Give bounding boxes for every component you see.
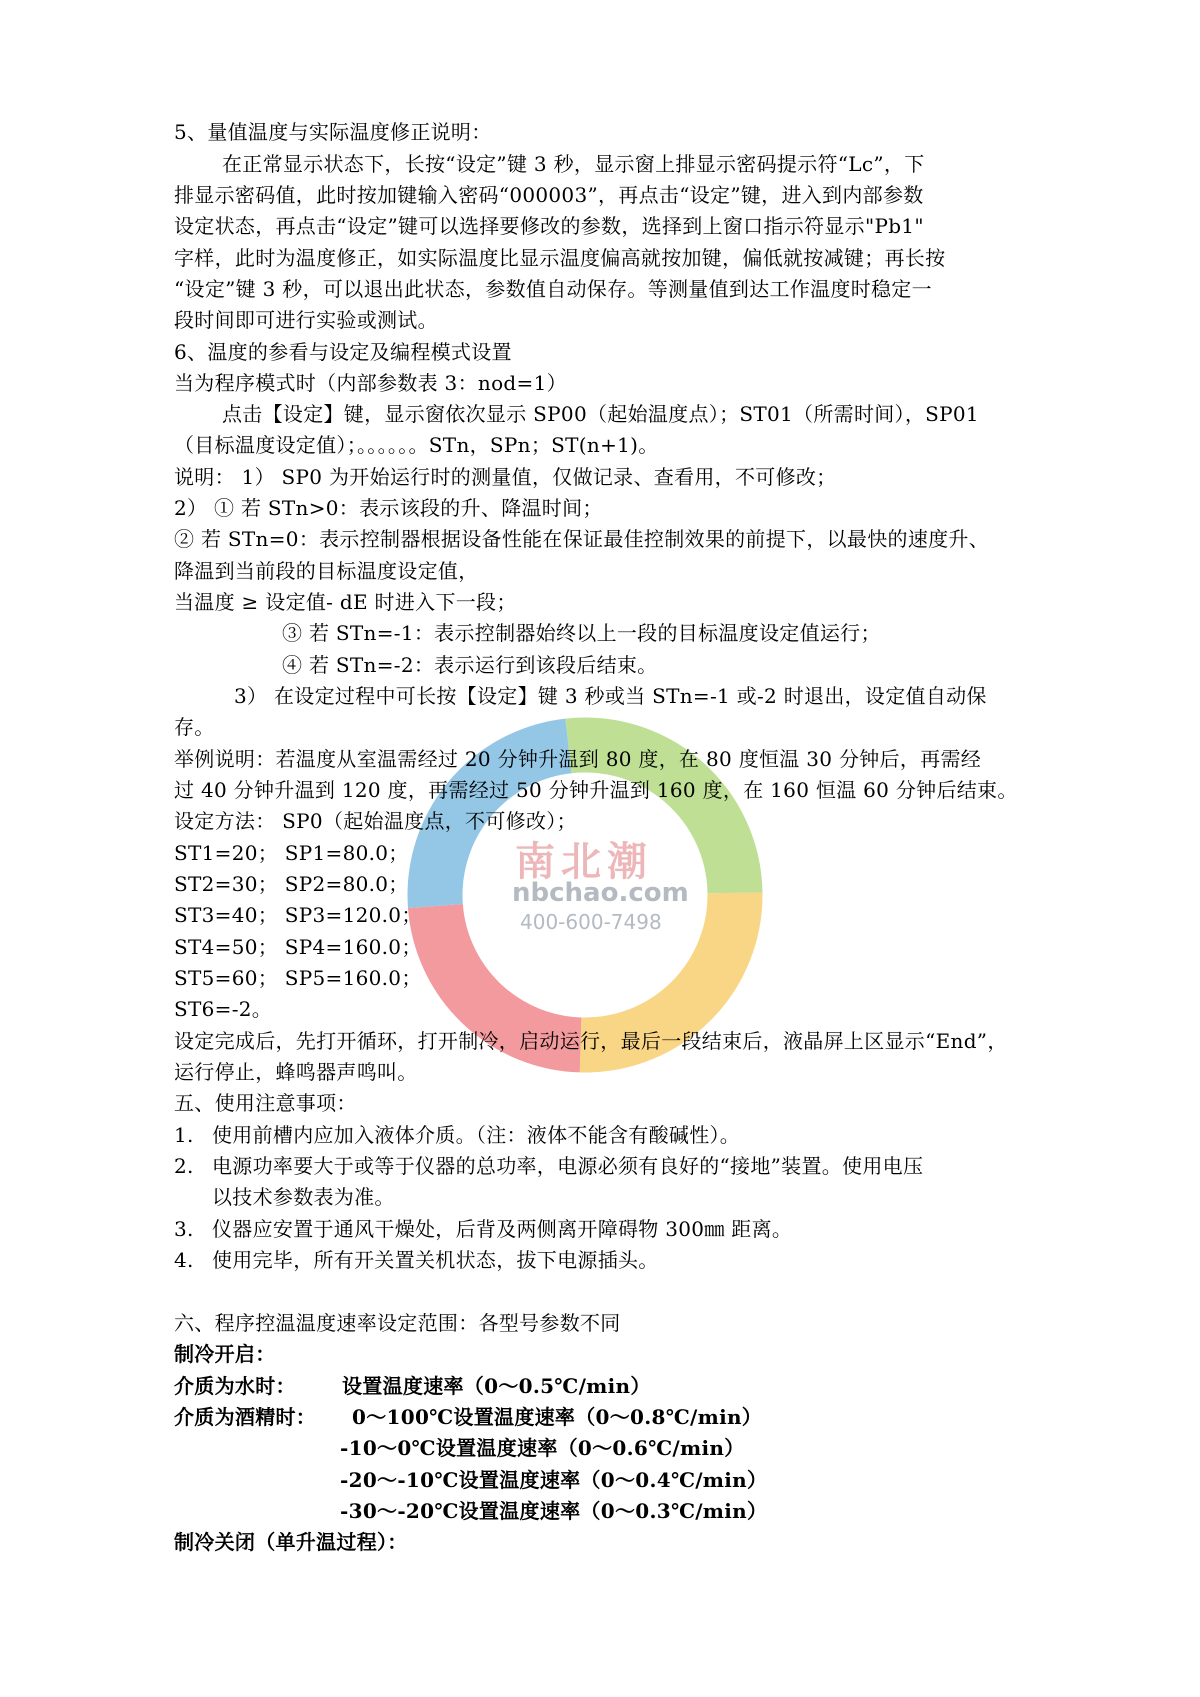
section-6-title: 6、温度的参看与设定及编程模式设置 — [174, 340, 512, 364]
example-line: 举例说明：若温度从室温需经过 20 分钟升温到 80 度，在 80 度恒温 30 分钟后，再需经 — [174, 747, 982, 771]
click-line: 点击【设定】键，显示窗依次显示 SP00（起始温度点）；ST01（所需时间），SP01 — [222, 402, 979, 426]
notice-item-number: 1. — [174, 1123, 194, 1147]
method-line: 设定方法： SP0（起始温度点，不可修改）； — [174, 809, 577, 833]
finish-line: 运行停止，蜂鸣器声鸣叫。 — [174, 1060, 418, 1084]
alcohol-label: 介质为酒精时： — [174, 1405, 317, 1429]
cooling-on-heading: 制冷开启： — [174, 1342, 276, 1366]
note-line: 当温度 ≥ 设定值- dE 时进入下一段； — [174, 590, 517, 614]
notice-item — [174, 1120, 740, 1150]
notice-item-number: 3. — [174, 1217, 194, 1241]
click-line: （目标温度设定值）；。。。。。。STn，SPn；ST(n+1)。 — [174, 433, 659, 457]
watermark-phone: 400-600-7498 — [520, 910, 662, 934]
notice-item — [174, 1245, 659, 1275]
notice-item-text: 使用完毕，所有开关置关机状态，拔下电源插头。 — [212, 1248, 659, 1272]
section-5-line: 设定状态，再点击“设定”键可以选择要修改的参数，选择到上窗口指示符显示"Pb1" — [174, 214, 924, 238]
note-line: ② 若 STn=0：表示控制器根据设备性能在保证最佳控制效果的前提下，以最快的速度升、 — [174, 527, 990, 551]
setting-line: ST5=60； SP5=160.0； — [174, 966, 422, 990]
alcohol-rate: 0～100℃设置温度速率（0～0.8℃/min） — [352, 1405, 763, 1429]
finish-line: 设定完成后，先打开循环，打开制冷，启动运行，最后一段结束后，液晶屏上区显示“End”， — [174, 1029, 1008, 1053]
notice-title: 五、使用注意事项： — [174, 1091, 357, 1115]
section-5-line: 在正常显示状态下，长按“设定”键 3 秒，显示窗上排显示密码提示符“Lc”，下 — [222, 152, 925, 176]
section-5-line: 排显示密码值，此时按加键输入密码“000003”，再点击“设定”键，进入到内部参数 — [174, 183, 924, 207]
section-5-title: 5、量值温度与实际温度修正说明： — [174, 120, 492, 144]
water-rate: 设置温度速率（0～0.5℃/min） — [342, 1374, 651, 1398]
setting-line: ST3=40； SP3=120.0； — [174, 903, 422, 927]
notice-item-number: 4. — [174, 1248, 194, 1272]
setting-line: ST6=-2。 — [174, 997, 273, 1021]
rate-title: 六、程序控温温度速率设定范围：各型号参数不同 — [174, 1311, 621, 1335]
note-line: ④ 若 STn=-2：表示运行到该段后结束。 — [282, 653, 658, 677]
note-line: 存。 — [174, 715, 215, 739]
cooling-off-heading: 制冷关闭（单升温过程）： — [174, 1530, 408, 1554]
example-line: 过 40 分钟升温到 120 度，再需经过 50 分钟升温到 160 度，在 160 恒温 60 分钟后结束。 — [174, 778, 1018, 802]
alcohol-rate: -10～0℃设置温度速率（0～0.6℃/min） — [340, 1436, 745, 1460]
notice-item — [174, 1151, 923, 1181]
notice-item — [174, 1214, 792, 1244]
alcohol-rate: -30～-20℃设置温度速率（0～0.3℃/min） — [340, 1499, 768, 1523]
note-line: ③ 若 STn=-1：表示控制器始终以上一段的目标温度设定值运行； — [282, 621, 881, 645]
note-line: 降温到当前段的目标温度设定值， — [174, 559, 479, 583]
note-line: 2） ① 若 STn>0：表示该段的升、降温时间； — [174, 496, 603, 520]
setting-line: ST4=50； SP4=160.0； — [174, 935, 422, 959]
setting-line: ST1=20； SP1=80.0； — [174, 841, 409, 865]
section-5-line: “设定”键 3 秒，可以退出此状态，参数值自动保存。等测量值到达工作温度时稳定一 — [174, 277, 932, 301]
mode-line: 当为程序模式时（内部参数表 3：nod=1） — [174, 371, 567, 395]
notice-item-text: 仪器应安置于通风干燥处，后背及两侧离开障碍物 300㎜ 距离。 — [212, 1217, 793, 1241]
notice-item-number: 2. — [174, 1154, 194, 1178]
water-label: 介质为水时： — [174, 1374, 296, 1398]
watermark-site: nbchao.com — [512, 878, 689, 908]
setting-line: ST2=30； SP2=80.0； — [174, 872, 409, 896]
watermark-brand: 南北潮 — [515, 839, 653, 885]
note-line: 3） 在设定过程中可长按【设定】键 3 秒或当 STn=-1 或-2 时退出，设定值自动保 — [234, 684, 987, 708]
notice-item-text: 使用前槽内应加入液体介质。（注：液体不能含有酸碱性）。 — [212, 1123, 741, 1147]
notice-item — [174, 1182, 395, 1212]
note-line: 说明： 1） SP0 为开始运行时的测量值，仅做记录、查看用，不可修改； — [174, 465, 837, 489]
notice-item-text: 电源功率要大于或等于仪器的总功率，电源必须有良好的“接地”装置。使用电压 — [212, 1154, 924, 1178]
section-5-line: 字样，此时为温度修正，如实际温度比显示温度偏高就按加键，偏低就按减键；再长按 — [174, 246, 946, 270]
section-5-line: 段时间即可进行实验或测试。 — [174, 308, 438, 332]
notice-item-text: 以技术参数表为准。 — [212, 1185, 395, 1209]
alcohol-rate: -20～-10℃设置温度速率（0～0.4℃/min） — [340, 1468, 768, 1492]
